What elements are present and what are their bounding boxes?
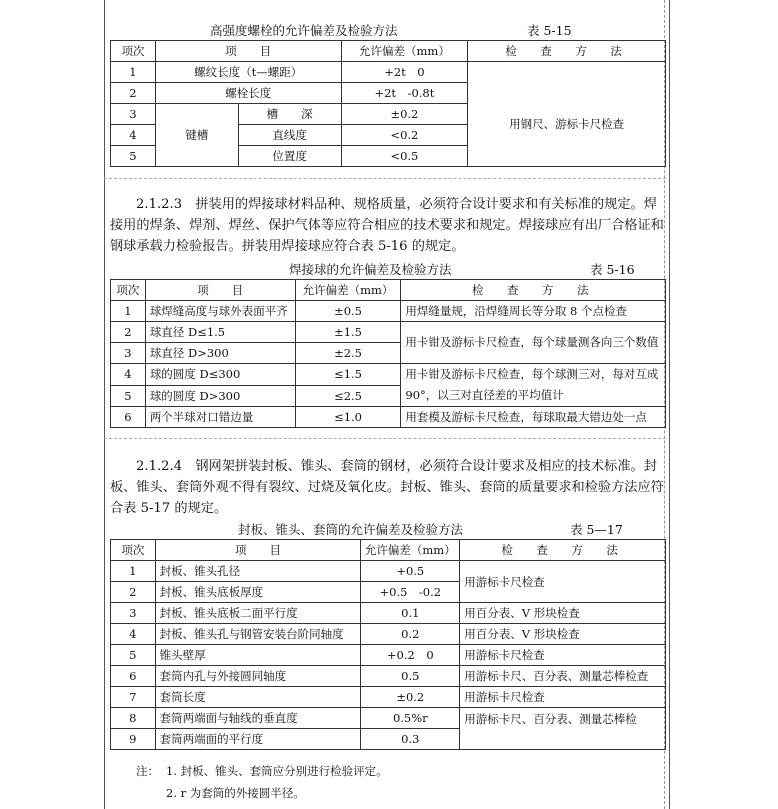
cell-item: 封板、锥头底板厚度	[155, 582, 361, 603]
cell-method: 用游标卡尺、百分表、测量芯棒检查	[460, 666, 666, 687]
paragraph-2-1-2-4: 2.1.2.4 钢网架拼装封板、锥头、套筒的钢材，必须符合设计要求及相应的技术标准。封板、锥头、套筒外观不得有裂纹、过烧及氧化皮。封板、锥头、套筒的质量要求和检验方法应符合表 5-17 的规定。	[110, 459, 664, 516]
table-header-row	[111, 540, 666, 561]
cell-item: 套筒两端面与轴线的垂直度	[155, 708, 361, 729]
cell-tolerance: <0.2	[341, 125, 468, 146]
header-cell: 项 目	[155, 41, 341, 62]
cell-method: 用钢尺、游标卡尺检查	[468, 83, 666, 167]
cell-no: 3	[111, 104, 156, 125]
cell-no: 1	[111, 301, 146, 322]
header-cell: 允许偏差（mm）	[361, 540, 460, 561]
notes-label: 注：	[136, 764, 159, 778]
header-cell: 项次	[111, 41, 156, 62]
cell-no: 8	[111, 708, 156, 729]
cell-item: 槽 深	[238, 104, 341, 125]
cell-item: 直线度	[238, 125, 341, 146]
cell-tolerance: +2t -0.8t	[341, 83, 468, 104]
table-row	[111, 687, 666, 708]
table-5-16-number: 表 5-16	[590, 262, 635, 277]
header-cell: 允许偏差（mm）	[295, 280, 401, 301]
cell-no: 5	[111, 146, 156, 167]
cell-method: 用卡钳及游标卡尺检查，每个球量测各向三个数值	[401, 322, 666, 364]
cell-no: 3	[111, 603, 156, 624]
table-5-17-caption: 封板、锥头、套筒的允许偏差及检验方法	[238, 522, 464, 537]
cell-tolerance: ±2.5	[295, 343, 401, 364]
cell-group: 键槽	[155, 104, 238, 167]
cell-tolerance: +0.5 -0.2	[361, 582, 460, 603]
table-5-15	[110, 40, 666, 167]
table-row	[111, 603, 666, 624]
table-row	[111, 708, 666, 729]
cell-tolerance: +0.2 0	[361, 645, 460, 666]
header-cell: 检 查 方 法	[468, 41, 666, 62]
cell-tolerance: ±1.5	[295, 322, 401, 343]
cell-no: 4	[111, 125, 156, 146]
table-header-row	[111, 41, 666, 62]
cell-tolerance: ≤1.0	[295, 407, 401, 428]
table-5-15-number: 表 5-15	[527, 23, 572, 38]
cell-tolerance: +0.5	[361, 561, 460, 582]
paragraph-2-1-2-3: 2.1.2.3 拼装用的焊接球材料品种、规格质量，必须符合设计要求和有关标准的规定。焊接用的焊条、焊剂、焊丝、保护气体等应符合相应的技术要求和规定。焊接球应有出厂合格证和钢球承载力检验报告。拼装用焊接球应符合表 5-16 的规定。	[110, 197, 664, 254]
cell-item: 球焊缝高度与球外表面平齐	[145, 301, 295, 322]
table-5-15-caption: 高强度螺栓的允许偏差及检验方法	[210, 23, 398, 38]
table-row	[111, 301, 666, 322]
table-row	[111, 407, 666, 428]
cell-item: 球直径 D>300	[145, 343, 295, 364]
cell-item: 位置度	[238, 146, 341, 167]
cell-item: 球的圆度 D>300	[145, 385, 295, 407]
cell-no: 1	[111, 561, 156, 582]
table-row	[111, 364, 666, 386]
cell-method: 用百分表、V 形块检查	[460, 603, 666, 624]
note-item: 2. r 为套筒的外接圆半径。	[166, 786, 305, 800]
cell-item: 螺纹长度（t—螺距）	[155, 62, 341, 83]
cell-method: 用游标卡尺检查	[460, 561, 666, 603]
cell-method: 用游标卡尺、百分表、测量芯棒检	[460, 708, 666, 750]
cell-method: 用焊缝量规，沿焊缝周长等分取 8 个点检查	[401, 301, 666, 322]
cell-method: 用游标卡尺检查	[460, 645, 666, 666]
cell-item: 封板、锥头底板二面平行度	[155, 603, 361, 624]
cell-tolerance: 0.3	[361, 729, 460, 750]
cell-no: 2	[111, 322, 146, 343]
table-5-16-caption: 焊接球的允许偏差及检验方法	[289, 262, 452, 277]
cell-method: 用卡钳及游标卡尺检查，每个球测三对，每对互成 90°，以三对直径差的平均值计	[401, 364, 666, 407]
cell-no: 2	[111, 582, 156, 603]
table-5-17-number: 表 5—17	[570, 522, 623, 537]
cell-no: 7	[111, 687, 156, 708]
divider	[104, 438, 666, 439]
cell-no: 2	[111, 83, 156, 104]
cell-tolerance: 0.5	[361, 666, 460, 687]
cell-no: 9	[111, 729, 156, 750]
cell-item: 球的圆度 D≤300	[145, 364, 295, 386]
cell-method: 用百分表、V 形块检查	[460, 624, 666, 645]
header-cell: 项 目	[145, 280, 295, 301]
table-5-17	[110, 539, 666, 750]
cell-tolerance: +2t 0	[341, 62, 468, 83]
header-cell: 检 查 方 法	[460, 540, 666, 561]
cell-item: 封板、锥头孔与钢管安装台阶同轴度	[155, 624, 361, 645]
cell-tolerance: 0.5%r	[361, 708, 460, 729]
divider	[104, 178, 666, 179]
cell-tolerance: 0.1	[361, 603, 460, 624]
cell-tolerance: ≤1.5	[295, 364, 401, 386]
cell-tolerance: ±0.2	[341, 104, 468, 125]
cell-item: 两个半球对口错边量	[145, 407, 295, 428]
cell-no: 5	[111, 645, 156, 666]
cell-no: 1	[111, 62, 156, 83]
cell-no: 5	[111, 385, 146, 407]
table-row	[111, 645, 666, 666]
cell-tolerance: ≤2.5	[295, 385, 401, 407]
table-row	[111, 322, 666, 343]
table-row	[111, 62, 666, 83]
cell-item: 球直径 D≤1.5	[145, 322, 295, 343]
table-row	[111, 666, 666, 687]
table-header-row	[111, 280, 666, 301]
cell-tolerance: <0.5	[341, 146, 468, 167]
cell-item: 锥头壁厚	[155, 645, 361, 666]
cell-tolerance: 0.2	[361, 624, 460, 645]
cell-no: 4	[111, 364, 146, 386]
header-cell: 项次	[111, 280, 146, 301]
table-row	[111, 561, 666, 582]
cell-method: 用游标卡尺检查	[460, 687, 666, 708]
cell-no: 6	[111, 407, 146, 428]
cell-item: 螺栓长度	[155, 83, 341, 104]
table-row	[111, 83, 666, 104]
cell-method	[468, 62, 666, 83]
cell-item: 封板、锥头孔径	[155, 561, 361, 582]
cell-item: 套筒两端面的平行度	[155, 729, 361, 750]
table-5-16	[110, 279, 666, 428]
cell-tolerance: ±0.5	[295, 301, 401, 322]
cell-no: 3	[111, 343, 146, 364]
cell-item: 套筒长度	[155, 687, 361, 708]
header-cell: 允许偏差（mm）	[341, 41, 468, 62]
header-cell: 项次	[111, 540, 156, 561]
cell-no: 6	[111, 666, 156, 687]
header-cell: 项 目	[155, 540, 361, 561]
table-row	[111, 624, 666, 645]
cell-item: 套筒内孔与外接圆同轴度	[155, 666, 361, 687]
cell-tolerance: ±0.2	[361, 687, 460, 708]
header-cell: 检 查 方 法	[401, 280, 666, 301]
cell-no: 4	[111, 624, 156, 645]
note-item: 1. 封板、锥头、套筒应分别进行检验评定。	[166, 764, 388, 778]
cell-method: 用套模及游标卡尺检查，每球取最大错边处一点	[401, 407, 666, 428]
